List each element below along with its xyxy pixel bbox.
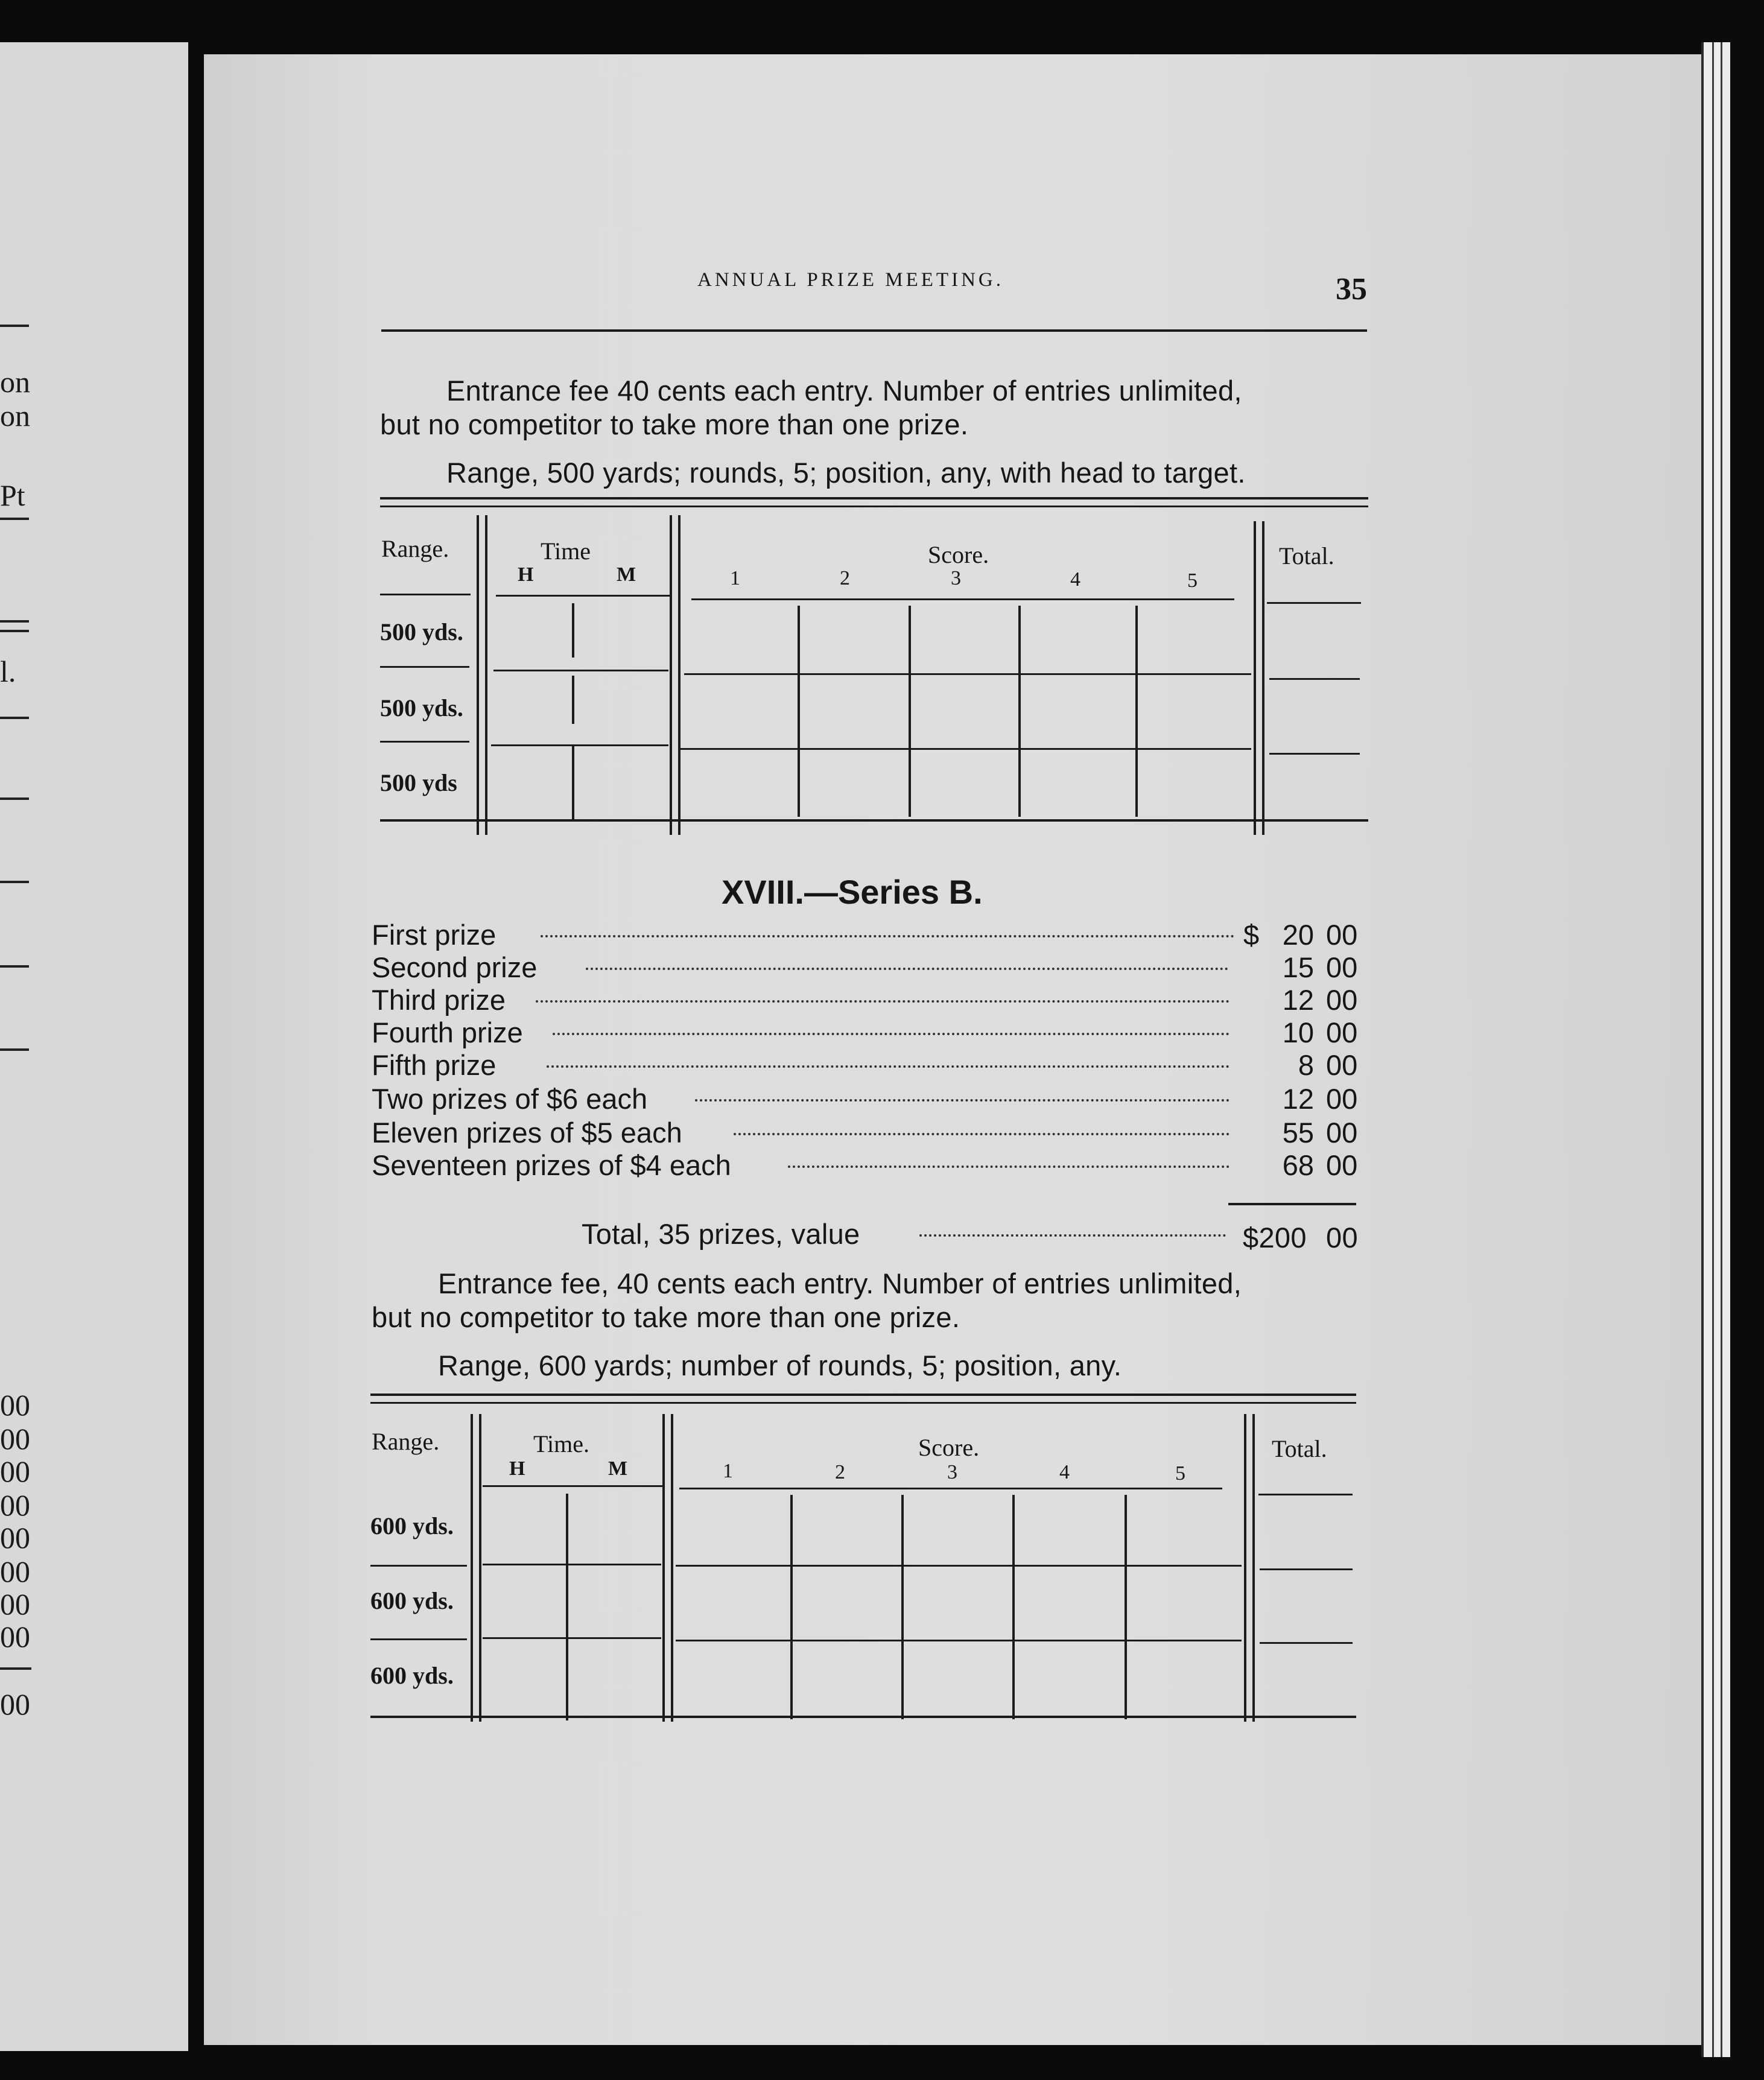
row-separator	[676, 1640, 1242, 1641]
left-page-text: l.	[0, 655, 16, 688]
left-page-amount: 00	[0, 1521, 30, 1555]
table-top-rule	[370, 1394, 1356, 1396]
score-col-5: 5	[1187, 569, 1198, 592]
left-page-amount: 00	[0, 1620, 30, 1654]
total-column-header: Total.	[1272, 1435, 1327, 1462]
cell-divider	[572, 746, 574, 820]
header-underline	[691, 598, 1234, 600]
left-page-text: Pt	[0, 478, 25, 512]
prize-cents: 00	[1326, 1149, 1358, 1181]
row-separator	[380, 741, 469, 743]
total-column-header: Total.	[1279, 542, 1334, 569]
minutes-subheader: M	[617, 563, 636, 586]
entrance-fee-line: Entrance fee 40 cents each entry. Number of entries unlimited,	[446, 375, 1242, 407]
total-label: Total, 35 prizes, value	[582, 1218, 860, 1250]
header-underline	[679, 1488, 1222, 1489]
page-number: 35	[1336, 272, 1367, 306]
score-col-4: 4	[1070, 568, 1080, 591]
left-page-rule	[0, 881, 29, 883]
prize-row	[372, 1116, 1361, 1150]
column-divider	[662, 1414, 665, 1722]
column-divider	[477, 515, 479, 835]
cell-divider	[909, 606, 911, 817]
prize-cents: 00	[1326, 1049, 1358, 1081]
header-underline	[496, 595, 671, 597]
row-separator	[380, 666, 469, 668]
row-separator	[1269, 753, 1360, 755]
row-separator	[483, 1564, 661, 1565]
row-range-label: 500 yds.	[380, 618, 463, 645]
leader-dots	[586, 968, 1228, 970]
column-divider	[479, 1414, 481, 1722]
entrance-fee-line: but no competitor to take more than one prize.	[372, 1301, 960, 1333]
score-col-1: 1	[723, 1460, 733, 1482]
leader-dots	[547, 1065, 1229, 1068]
time-column-header: Time	[541, 537, 591, 565]
prize-label: Third prize	[372, 984, 506, 1016]
row-separator	[483, 1637, 661, 1639]
header-underline	[1267, 602, 1361, 604]
column-divider	[485, 515, 487, 835]
column-divider	[1252, 1414, 1255, 1722]
cell-divider	[790, 1495, 793, 1719]
left-page-amount: 00	[0, 1422, 30, 1456]
prize-cents: 00	[1326, 951, 1358, 983]
minutes-subheader: M	[608, 1457, 628, 1480]
row-separator	[681, 748, 1251, 750]
left-page-amount: 00	[0, 1587, 30, 1621]
score-col-5: 5	[1175, 1462, 1185, 1485]
row-separator	[1260, 1642, 1353, 1644]
range-line: Range, 600 yards; number of rounds, 5; position, any.	[438, 1349, 1122, 1381]
score-col-3: 3	[947, 1461, 957, 1483]
row-separator	[370, 1565, 467, 1567]
prize-amount: 12	[1282, 984, 1314, 1016]
page-edge	[1701, 42, 1730, 2057]
column-divider	[1244, 1414, 1246, 1722]
prize-amount: 10	[1282, 1016, 1314, 1048]
cell-divider	[566, 1494, 568, 1720]
prize-label: Fourth prize	[372, 1016, 523, 1048]
leader-dots	[553, 1033, 1229, 1035]
row-range-label: 500 yds.	[380, 694, 463, 721]
prize-cents: 00	[1326, 1117, 1358, 1149]
hours-subheader: H	[518, 563, 534, 586]
prize-row	[372, 1048, 1361, 1082]
range-column-header: Range.	[372, 1428, 440, 1455]
cell-divider	[572, 603, 574, 658]
left-page-rule	[0, 797, 29, 800]
column-divider	[471, 1414, 473, 1722]
left-page-rule	[0, 717, 29, 719]
score-col-3: 3	[951, 567, 961, 589]
row-range-label: 500 yds	[380, 769, 457, 796]
left-page-rule	[0, 1048, 29, 1051]
page-edge-line	[1721, 42, 1722, 2057]
score-column-header: Score.	[928, 541, 989, 568]
book-gutter	[188, 36, 204, 2063]
row-range-label: 600 yds.	[370, 1512, 454, 1539]
prize-cents: 00	[1326, 984, 1358, 1016]
left-page-amount: 00	[0, 1454, 30, 1488]
left-page-amount: 00	[0, 1388, 30, 1422]
column-divider	[1262, 521, 1264, 835]
prize-label: Second prize	[372, 951, 538, 983]
row-separator	[684, 673, 1251, 675]
left-page-rule	[0, 1667, 31, 1670]
row-separator	[493, 670, 668, 671]
prize-amount: 68	[1282, 1149, 1314, 1181]
left-page-amount: 00	[0, 1555, 30, 1588]
left-page-amount: 00	[0, 1687, 30, 1721]
section-title: XVIII.—Series B.	[722, 873, 983, 911]
running-title: ANNUAL PRIZE MEETING.	[697, 269, 1004, 291]
score-column-header: Score.	[918, 1434, 980, 1461]
score-table-500	[380, 497, 1368, 835]
range-line: Range, 500 yards; rounds, 5; position, any, with head to target.	[446, 457, 1246, 489]
left-page-rule	[0, 630, 29, 632]
prize-row	[372, 983, 1361, 1017]
prize-row	[372, 918, 1361, 952]
entrance-fee-line: Entrance fee, 40 cents each entry. Number of entries unlimited,	[438, 1267, 1242, 1299]
score-col-1: 1	[730, 567, 740, 589]
row-range-label: 600 yds.	[370, 1587, 454, 1614]
total-amount: $200	[1243, 1222, 1307, 1254]
header-underline	[483, 1485, 664, 1487]
prize-cents: 00	[1326, 1083, 1358, 1115]
prize-row	[372, 951, 1361, 985]
row-separator	[1260, 1568, 1353, 1570]
leader-dots	[541, 935, 1234, 937]
table-bottom-rule	[380, 819, 1368, 822]
cell-divider	[901, 1495, 904, 1719]
left-page-rule	[0, 965, 29, 968]
prize-cents: 00	[1326, 1016, 1358, 1048]
prize-amount: 12	[1282, 1083, 1314, 1115]
prize-label: First prize	[372, 919, 497, 951]
cell-divider	[1018, 606, 1021, 817]
table-top-rule	[380, 506, 1368, 507]
leader-dots	[536, 1000, 1229, 1003]
prize-row	[372, 1149, 1361, 1182]
prize-label: Eleven prizes of $5 each	[372, 1117, 682, 1149]
cell-divider	[1012, 1495, 1015, 1719]
column-divider	[670, 515, 672, 835]
leader-dots	[788, 1165, 1229, 1168]
leader-dots	[734, 1133, 1229, 1135]
left-page-amount: 00	[0, 1488, 30, 1522]
left-page-text: on	[0, 399, 30, 433]
entrance-fee-line: but no competitor to take more than one prize.	[380, 408, 969, 440]
score-col-2: 2	[835, 1461, 845, 1483]
score-col-2: 2	[840, 567, 850, 589]
left-page-rule	[0, 620, 29, 623]
prize-amount: 20	[1282, 919, 1314, 951]
page-edge-line	[1712, 42, 1714, 2057]
prize-cents: 00	[1326, 919, 1358, 951]
left-page-rule	[0, 325, 29, 327]
leader-dots	[695, 1099, 1229, 1102]
left-page-fragment	[0, 42, 188, 2051]
currency-sign: $	[1243, 919, 1260, 951]
left-page-rule	[0, 518, 29, 520]
hours-subheader: H	[509, 1457, 525, 1480]
prize-amount: 8	[1298, 1049, 1314, 1081]
table-top-rule	[370, 1402, 1356, 1404]
column-divider	[671, 1414, 673, 1722]
time-column-header: Time.	[533, 1430, 590, 1457]
prize-label: Two prizes of $6 each	[372, 1083, 648, 1115]
prize-label: Fifth prize	[372, 1049, 497, 1081]
leader-dots	[919, 1234, 1226, 1237]
column-divider	[1254, 521, 1256, 835]
row-separator	[1269, 678, 1360, 680]
prize-row	[372, 1082, 1361, 1116]
row-separator	[491, 744, 668, 746]
row-separator	[370, 1638, 467, 1640]
range-column-header: Range.	[381, 535, 449, 562]
total-cents: 00	[1326, 1222, 1358, 1254]
table-bottom-rule	[370, 1716, 1356, 1718]
column-divider	[678, 515, 681, 835]
cell-divider	[1125, 1495, 1127, 1719]
header-rule	[381, 329, 1367, 332]
left-page-text: on	[0, 365, 30, 399]
prize-amount: 55	[1282, 1117, 1314, 1149]
cell-divider	[1135, 606, 1138, 817]
prize-row	[372, 1016, 1361, 1050]
row-range-label: 600 yds.	[370, 1662, 454, 1689]
total-rule	[1228, 1203, 1356, 1205]
header-underline	[1258, 1494, 1353, 1495]
score-table-600	[370, 1394, 1356, 1731]
score-col-4: 4	[1059, 1461, 1070, 1483]
header-underline	[380, 594, 471, 595]
prize-label: Seventeen prizes of $4 each	[372, 1149, 731, 1181]
cell-divider	[798, 606, 800, 817]
row-separator	[676, 1565, 1242, 1567]
prize-amount: 15	[1282, 951, 1314, 983]
cell-divider	[572, 676, 574, 724]
table-top-rule	[380, 497, 1368, 499]
